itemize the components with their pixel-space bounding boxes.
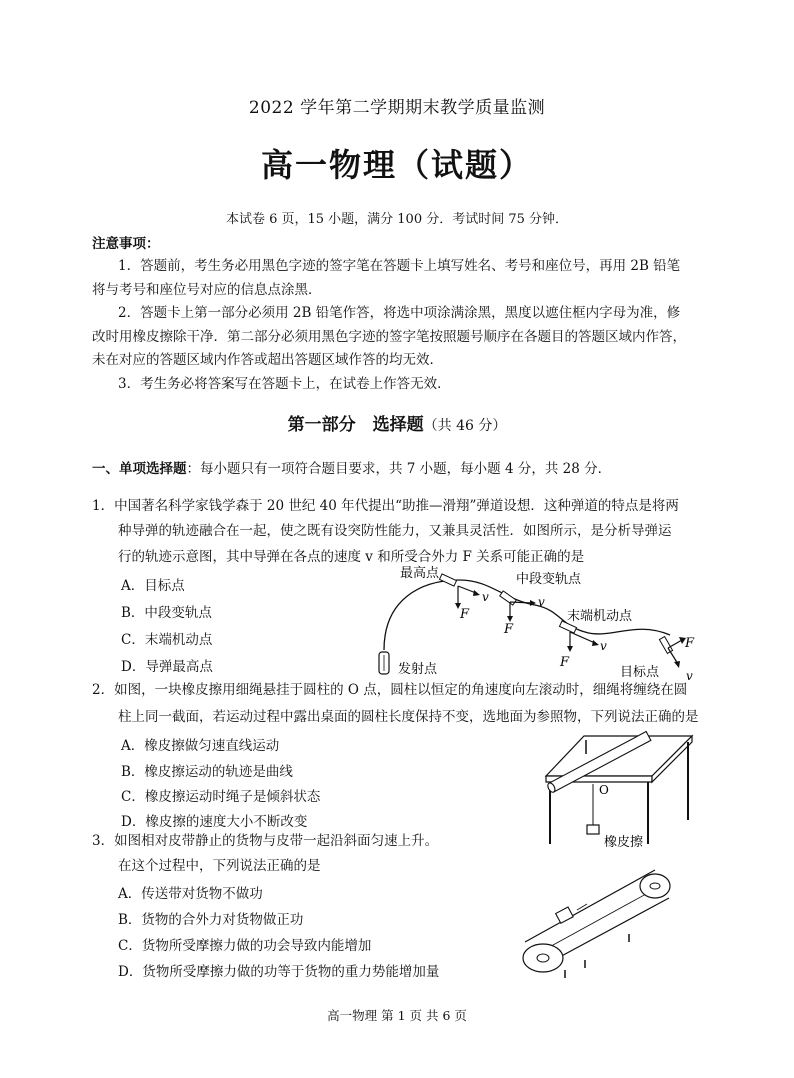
label-eraser: 橡皮擦 bbox=[604, 835, 644, 850]
q3-option-c: C．货物所受摩擦力做的功会导致内能增加 bbox=[118, 938, 372, 954]
q3-option-a: A．传送带对货物不做功 bbox=[118, 886, 263, 902]
q2-line-2: 柱上同一截面，若运动过程中露出桌面的圆柱长度保持不变，选地面为参照物，下列说法正确的是 bbox=[118, 709, 699, 725]
q3-option-b: B．货物的合外力对货物做正功 bbox=[118, 912, 304, 928]
label-O: O bbox=[599, 783, 609, 797]
cargo-box bbox=[556, 907, 574, 923]
q1-line-3: 行的轨迹示意图，其中导弹在各点的速度 v 和所受合外力 F 关系可能正确的是 bbox=[118, 549, 585, 565]
q1-line-2: 种导弹的轨迹融合在一起，使之既有设突防性能力，又兼具灵活性．如图所示，是分析导弹运 bbox=[118, 523, 672, 539]
label-v-end: v bbox=[600, 639, 607, 653]
q2-line-1: 2．如图，一块橡皮擦用细绳悬挂于圆柱的 O 点，圆柱以恒定的角速度向左滚动时，细绳将缠绕在圆 bbox=[92, 682, 688, 698]
label-end: 末端机动点 bbox=[567, 609, 633, 624]
part-description: ：每小题只有一项符合题目要求，共 7 小题，每小题 4 分，共 28 分． bbox=[186, 461, 612, 477]
q1-option-b: B．中段变轨点 bbox=[121, 605, 212, 621]
q1-trajectory-figure bbox=[370, 560, 700, 685]
missile-top-icon bbox=[439, 574, 456, 586]
label-v-target: v bbox=[686, 669, 693, 683]
label-F-end: F bbox=[560, 655, 570, 670]
q1-option-c: C．末端机动点 bbox=[121, 632, 213, 648]
q2-option-d: D．橡皮擦的速度大小不断改变 bbox=[121, 814, 308, 830]
q3-conveyor-figure bbox=[505, 862, 675, 987]
exam-title: 高一物理（试题） bbox=[260, 146, 533, 184]
eraser bbox=[587, 825, 599, 834]
notice-item-2-line-3: 未在对应的答题区域内作答或超出答题区域作答的均无效． bbox=[92, 352, 443, 368]
exam-info: 本试卷 6 页，15 小题，满分 100 分．考试时间 75 分钟． bbox=[225, 212, 569, 227]
part-label: 一、单项选择题 bbox=[92, 461, 187, 477]
notice-item-2-line-2: 改时用橡皮擦除干净．第二部分必须用黑色字迹的签字笔按照题号顺序在各题目的答题区域内作答， bbox=[92, 329, 686, 345]
notice-item-1-line-1: 1．答题前，考生务必用黑色字迹的签字笔在答题卡上填写姓名、考号和座位号，再用 2B 铅笔 bbox=[118, 258, 681, 274]
q1-option-d: D．导弹最高点 bbox=[121, 659, 213, 675]
belt-top-edge bbox=[525, 870, 655, 942]
q3-option-d: D．货物所受摩擦力做的功等于货物的重力势能增加量 bbox=[118, 964, 440, 980]
notice-item-1-line-2: 将与考号和座位号对应的信息点涂黑． bbox=[92, 282, 322, 298]
missile-mid-icon bbox=[500, 591, 517, 605]
label-F-target: F bbox=[685, 636, 695, 651]
section-title-main: 第一部分 选择题 bbox=[287, 415, 424, 435]
q2-table-figure bbox=[540, 728, 700, 853]
page-footer: 高一物理 第 1 页 共 6 页 bbox=[327, 1008, 467, 1023]
label-F-mid: F bbox=[504, 622, 514, 637]
label-launch: 发射点 bbox=[398, 662, 438, 677]
part-heading bbox=[92, 457, 611, 481]
q2-option-c: C．橡皮擦运动时绳子是倾斜状态 bbox=[121, 789, 321, 805]
label-v-mid: v bbox=[538, 595, 545, 609]
missile-target-icon bbox=[659, 637, 672, 654]
top-velocity-arrow bbox=[458, 586, 476, 593]
q1-line-1: 1．中国著名科学家钱学森于 20 世纪 40 年代提出“助推—滑翔”弹道设想．这种弹道的特点是将两 bbox=[92, 498, 679, 514]
label-target: 目标点 bbox=[620, 665, 660, 680]
q3-line-2: 在这个过程中，下列说法正确的是 bbox=[118, 858, 321, 874]
section-title bbox=[0, 410, 794, 435]
target-force-arrow bbox=[668, 640, 682, 648]
label-top: 最高点 bbox=[400, 566, 440, 581]
label-F-top: F bbox=[460, 607, 470, 622]
section-title-suffix: （共 46 分） bbox=[423, 418, 507, 434]
label-mid: 中段变轨点 bbox=[516, 572, 582, 587]
q2-option-a: A．橡皮擦做匀速直线运动 bbox=[121, 738, 280, 754]
q2-option-b: B．橡皮擦运动的轨迹是曲线 bbox=[121, 764, 293, 780]
q3-line-1: 3．如图相对皮带静止的货物与皮带一起沿斜面匀速上升。 bbox=[92, 833, 439, 849]
exam-subtitle: 2022 学年第二学期期末教学质量监测 bbox=[248, 98, 546, 118]
launch-missile-icon bbox=[379, 652, 389, 674]
label-v-top: v bbox=[482, 590, 489, 604]
q1-option-a: A．目标点 bbox=[121, 578, 185, 594]
notice-heading: 注意事项： bbox=[92, 236, 160, 252]
notice-item-3: 3．考生务必将答案写在答题卡上，在试卷上作答无效． bbox=[118, 376, 451, 392]
notice-item-2-line-1: 2．答题卡上第一部分必须用 2B 铅笔作答，将选中项涂满涂黑，黑度以遮住框内字母为准，修 bbox=[118, 305, 681, 321]
